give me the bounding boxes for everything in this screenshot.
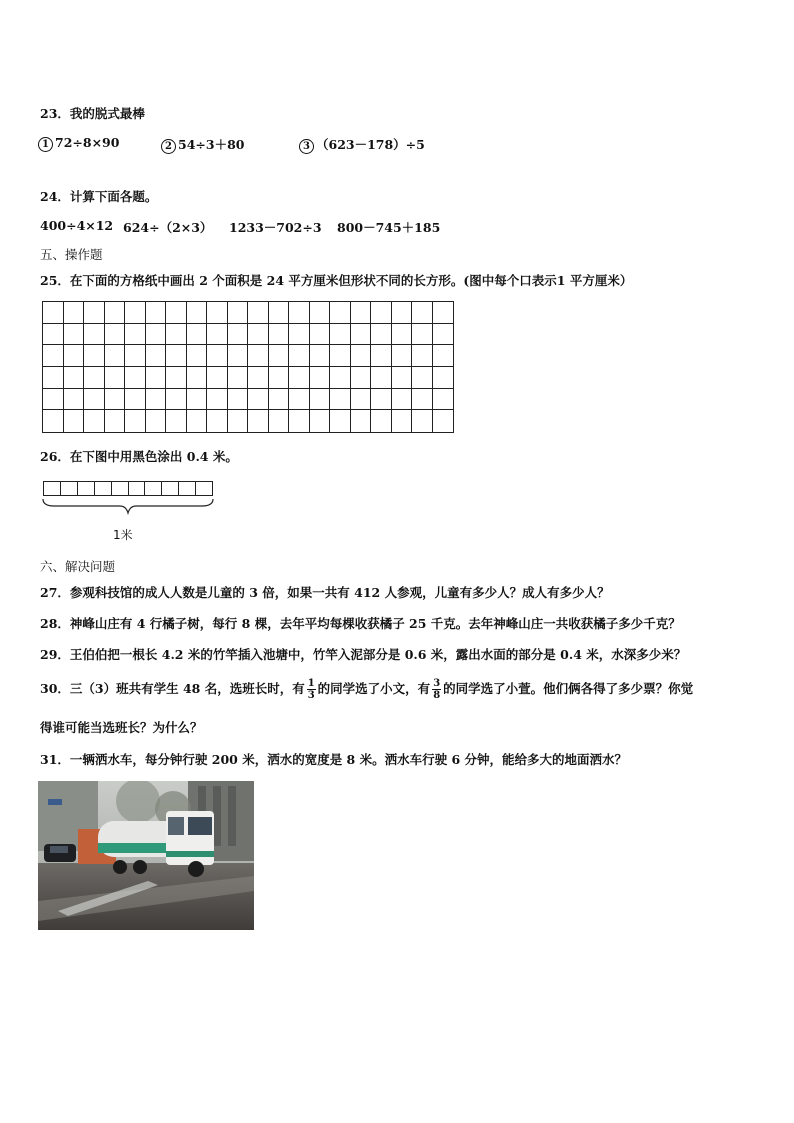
grid-cell[interactable] (289, 410, 310, 432)
grid-cell[interactable] (105, 324, 126, 346)
q30-part1: 30．三（3）班共有学生 48 名，选班长时，有 (40, 681, 305, 696)
grid-cell[interactable] (125, 410, 146, 432)
grid-cell[interactable] (207, 345, 228, 367)
grid-cell[interactable] (105, 389, 126, 411)
frac2-denominator: 8 (433, 690, 441, 701)
sprinkler-truck-photo (38, 781, 254, 930)
grid-cell[interactable] (392, 389, 413, 411)
grid-cell[interactable] (84, 345, 105, 367)
grid-cell[interactable] (43, 367, 64, 389)
grid-cell[interactable] (125, 389, 146, 411)
grid-cell[interactable] (371, 345, 392, 367)
grid-cell[interactable] (330, 389, 351, 411)
q24-title: 24．计算下面各题。 (40, 189, 158, 204)
grid-cell[interactable] (207, 324, 228, 346)
grid-cell[interactable] (289, 367, 310, 389)
grid-cell[interactable] (371, 324, 392, 346)
grid-cell[interactable] (64, 345, 85, 367)
grid-cell[interactable] (330, 410, 351, 432)
grid-cell[interactable] (43, 302, 64, 324)
grid-cell[interactable] (248, 389, 269, 411)
q24-expr-1: 400÷4×12 (40, 218, 114, 233)
strip-segment[interactable] (145, 482, 162, 495)
grid-cell[interactable] (269, 345, 290, 367)
grid-cell[interactable] (330, 302, 351, 324)
grid-cell[interactable] (166, 324, 187, 346)
grid-cell[interactable] (166, 302, 187, 324)
q23-item-3 (299, 135, 425, 154)
grid-cell[interactable] (310, 367, 331, 389)
grid-cell[interactable] (412, 410, 433, 432)
grid-cell[interactable] (228, 345, 249, 367)
grid-cell[interactable] (207, 302, 228, 324)
meter-strip[interactable] (43, 481, 213, 496)
grid-cell[interactable] (351, 367, 372, 389)
section-heading-5: 五、操作题 (40, 247, 103, 262)
grid-cell[interactable] (146, 345, 167, 367)
grid-cell[interactable] (433, 367, 454, 389)
meter-brace (40, 497, 218, 515)
grid-cell[interactable] (64, 410, 85, 432)
strip-segment[interactable] (78, 482, 95, 495)
q23-mark-2: 2 (161, 139, 176, 154)
grid-cell[interactable] (248, 367, 269, 389)
frac1-denominator: 3 (307, 690, 315, 701)
grid-cell[interactable] (371, 367, 392, 389)
grid-cell[interactable] (166, 410, 187, 432)
grid-cell[interactable] (412, 324, 433, 346)
grid-cell[interactable] (289, 389, 310, 411)
grid-cell[interactable] (105, 345, 126, 367)
grid-cell[interactable] (125, 367, 146, 389)
grid-cell[interactable] (105, 410, 126, 432)
q29-text: 29．王伯伯把一根长 4.2 米的竹竿插入池塘中，竹竿入泥部分是 0.6 米，露出水面的部分是 0.4 米，水深多少米？ (40, 647, 687, 662)
grid-cell[interactable] (187, 345, 208, 367)
grid-cell[interactable] (187, 324, 208, 346)
grid-cell[interactable] (248, 410, 269, 432)
grid-cell[interactable] (351, 410, 372, 432)
grid-cell[interactable] (84, 389, 105, 411)
grid-cell[interactable] (146, 367, 167, 389)
grid-cell[interactable] (248, 302, 269, 324)
strip-segment[interactable] (112, 482, 129, 495)
grid-cell[interactable] (207, 367, 228, 389)
grid-cell[interactable] (371, 410, 392, 432)
grid-cell[interactable] (105, 302, 126, 324)
q30-line2: 得谁可能当选班长？为什么？ (40, 720, 203, 735)
q24-expr-4: 800－745＋185 (337, 220, 441, 235)
grid-cell[interactable] (412, 345, 433, 367)
q23-expr-2: 54÷3＋80 (178, 137, 245, 152)
strip-segment[interactable] (95, 482, 112, 495)
grid-cell[interactable] (228, 367, 249, 389)
grid-cell[interactable] (310, 302, 331, 324)
grid-cell[interactable] (433, 302, 454, 324)
meter-label: 1米 (113, 528, 133, 542)
grid-cell[interactable] (187, 302, 208, 324)
grid-cell[interactable] (330, 367, 351, 389)
square-grid-paper[interactable] (42, 301, 454, 433)
q23-expr-3: （623－178）÷5 (316, 137, 425, 152)
grid-cell[interactable] (228, 302, 249, 324)
q30-part3: 的同学选了小萱。他们俩各得了多少票？你觉 (443, 681, 694, 696)
grid-cell[interactable] (310, 345, 331, 367)
grid-cell[interactable] (371, 302, 392, 324)
q23-mark-3: 3 (299, 139, 314, 154)
strip-segment[interactable] (179, 482, 196, 495)
strip-segment[interactable] (129, 482, 146, 495)
strip-segment[interactable] (196, 482, 212, 495)
grid-cell[interactable] (412, 302, 433, 324)
grid-cell[interactable] (84, 367, 105, 389)
q23-expr-1: 72÷8×90 (55, 135, 120, 150)
grid-cell[interactable] (43, 410, 64, 432)
grid-cell[interactable] (269, 367, 290, 389)
grid-cell[interactable] (310, 410, 331, 432)
strip-segment[interactable] (44, 482, 61, 495)
grid-cell[interactable] (146, 324, 167, 346)
grid-cell[interactable] (433, 324, 454, 346)
grid-cell[interactable] (310, 324, 331, 346)
grid-cell[interactable] (146, 389, 167, 411)
grid-cell[interactable] (289, 324, 310, 346)
grid-cell[interactable] (433, 410, 454, 432)
grid-cell[interactable] (187, 367, 208, 389)
q23-title: 23．我的脱式最棒 (40, 106, 145, 121)
fraction-one-third (307, 678, 316, 701)
grid-cell[interactable] (433, 345, 454, 367)
grid-cell[interactable] (64, 302, 85, 324)
grid-cell[interactable] (248, 324, 269, 346)
fraction-three-eighths (432, 678, 441, 701)
grid-cell[interactable] (166, 389, 187, 411)
grid-cell[interactable] (43, 345, 64, 367)
strip-segment[interactable] (61, 482, 78, 495)
grid-cell[interactable] (371, 389, 392, 411)
grid-cell[interactable] (269, 324, 290, 346)
grid-cell[interactable] (43, 389, 64, 411)
grid-cell[interactable] (269, 410, 290, 432)
q26-text: 26．在下图中用黑色涂出 0.4 米。 (40, 449, 238, 464)
q24-expr-2: 624÷（2×3） (123, 220, 213, 235)
grid-cell[interactable] (84, 324, 105, 346)
grid-cell[interactable] (351, 345, 372, 367)
q31-text: 31．一辆洒水车，每分钟行驶 200 米，洒水的宽度是 8 米。洒水车行驶 6 分钟，能给多大的地面洒水？ (40, 752, 627, 767)
grid-cell[interactable] (269, 389, 290, 411)
grid-cell[interactable] (289, 302, 310, 324)
grid-cell[interactable] (392, 410, 413, 432)
grid-cell[interactable] (187, 389, 208, 411)
q23-item-2 (161, 135, 244, 154)
grid-cell[interactable] (207, 389, 228, 411)
q23-item-1 (38, 135, 119, 152)
grid-cell[interactable] (351, 389, 372, 411)
grid-cell[interactable] (84, 302, 105, 324)
grid-cell[interactable] (207, 410, 228, 432)
q30-line1 (40, 678, 693, 701)
grid-cell[interactable] (269, 302, 290, 324)
grid-cell[interactable] (330, 345, 351, 367)
grid-cell[interactable] (248, 345, 269, 367)
grid-cell[interactable] (228, 389, 249, 411)
section-heading-6: 六、解决问题 (40, 559, 116, 574)
grid-cell[interactable] (392, 302, 413, 324)
q24-expr-3: 1233－702÷3 (229, 220, 322, 235)
grid-cell[interactable] (64, 389, 85, 411)
grid-cell[interactable] (43, 324, 64, 346)
grid-cell[interactable] (289, 345, 310, 367)
grid-cell[interactable] (433, 389, 454, 411)
grid-cell[interactable] (166, 345, 187, 367)
grid-cell[interactable] (351, 302, 372, 324)
grid-cell[interactable] (105, 367, 126, 389)
grid-cell[interactable] (146, 302, 167, 324)
frac1-numerator: 1 (307, 678, 315, 689)
grid-cell[interactable] (392, 367, 413, 389)
grid-cell[interactable] (310, 389, 331, 411)
grid-cell[interactable] (125, 324, 146, 346)
q25-text: 25．在下面的方格纸中画出 2 个面积是 24 平方厘米但形状不同的长方形。(图中每个口表示1 平方厘米） (40, 273, 633, 288)
grid-cell[interactable] (125, 302, 146, 324)
q28-text: 28．神峰山庄有 4 行橘子树，每行 8 棵，去年平均每棵收获橘子 25 千克。去年神峰山庄一共收获橘子多少千克？ (40, 616, 681, 631)
grid-cell[interactable] (228, 410, 249, 432)
grid-cell[interactable] (351, 324, 372, 346)
grid-cell[interactable] (392, 324, 413, 346)
grid-cell[interactable] (330, 324, 351, 346)
grid-cell[interactable] (187, 410, 208, 432)
grid-cell[interactable] (392, 345, 413, 367)
grid-cell[interactable] (412, 367, 433, 389)
q23-mark-1: 1 (38, 137, 53, 152)
grid-cell[interactable] (64, 324, 85, 346)
grid-cell[interactable] (228, 324, 249, 346)
grid-cell[interactable] (84, 410, 105, 432)
grid-cell[interactable] (166, 367, 187, 389)
grid-cell[interactable] (64, 367, 85, 389)
frac2-numerator: 3 (433, 678, 441, 689)
grid-cell[interactable] (125, 345, 146, 367)
grid-cell[interactable] (412, 389, 433, 411)
strip-segment[interactable] (162, 482, 179, 495)
q27-text: 27．参观科技馆的成人人数是儿童的 3 倍，如果一共有 412 人参观，儿童有多少人？成人有多少人？ (40, 585, 610, 600)
grid-cell[interactable] (146, 410, 167, 432)
q30-part2: 的同学选了小文，有 (317, 681, 431, 696)
